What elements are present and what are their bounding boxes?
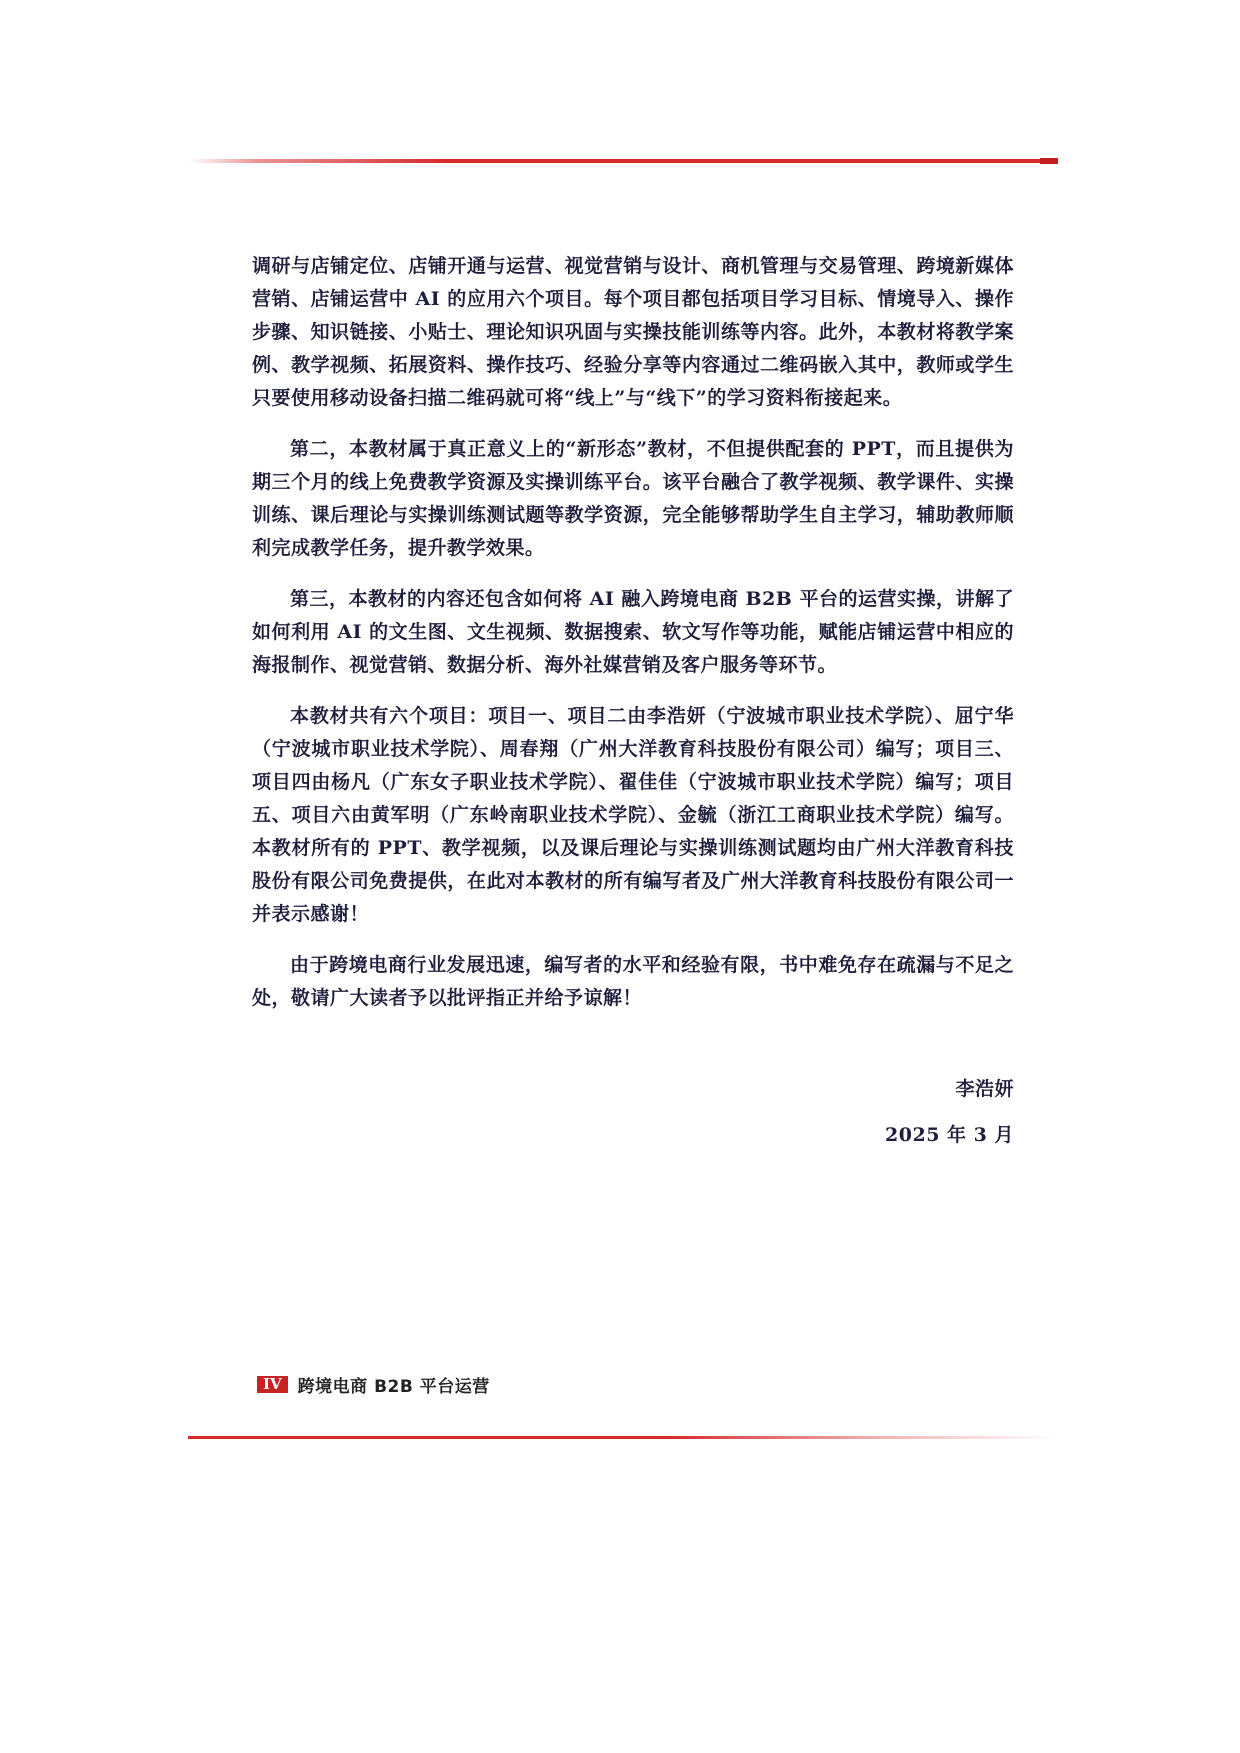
page-body xyxy=(252,250,1014,1033)
page-footer xyxy=(257,1372,490,1397)
paragraph-authors: 本教材共有六个项目：项目一、项目二由李浩妍（宁波城市职业技术学院）、屈宁华（宁波城市职业技术学院）、周春翔（广州大洋教育科技股份有限公司）编写；项目三、项目四由杨凡（广东女子职业技术学院）、翟佳佳（宁波城市职业技术学院）编写；项目五、项目六由黄军明（广东岭南职业技术学院）、金毓（浙江工商职业技术学院）编写。本教材所有的 PPT、教学视频，以及课后理论与实操训练测试题均由广州大洋教育科技股份有限公司免费提供，在此对本教材的所有编写者及广州大洋教育科技股份有限公司一并表示感谢！ xyxy=(252,705,1014,925)
paragraph-continued: 调研与店铺定位、店铺开通与运营、视觉营销与设计、商机管理与交易管理、跨境新媒体营销、店铺运营中 AI 的应用六个项目。每个项目都包括项目学习目标、情境导入、操作步骤、知识链接、小贴士、理论知识巩固与实操技能训练等内容。此外，本教材将教学案例、教学视频、拓展资料、操作技巧、经验分享等内容通过二维码嵌入其中，教师或学生只要使用移动设备扫描二维码就可将“线上”与“线下”的学习资料衔接起来。 xyxy=(252,255,1014,409)
paragraph-closing: 由于跨境电商行业发展迅速，编写者的水平和经验有限，书中难免存在疏漏与不足之处，敬请广大读者予以批评指正并给予谅解！ xyxy=(252,954,1014,1009)
running-book-title: 跨境电商 B2B 平台运营 xyxy=(297,1377,490,1397)
paragraph-second-feature: 第二，本教材属于真正意义上的“新形态”教材，不但提供配套的 PPT，而且提供为期三个月的线上免费教学资源及实操训练平台。该平台融合了教学视频、教学课件、实操训练、课后理论与实操训练测试题等教学资源，完全能够帮助学生自主学习，辅助教师顺利完成教学任务，提升教学效果。 xyxy=(252,438,1014,559)
header-rule xyxy=(188,159,1058,163)
preface-date: 2025 年 3 月 xyxy=(885,1124,1014,1146)
header-rule-cap xyxy=(1040,158,1058,164)
page-number-badge: IV xyxy=(257,1376,288,1393)
paragraph-third-feature: 第三，本教材的内容还包含如何将 AI 融入跨境电商 B2B 平台的运营实操，讲解了如何利用 AI 的文生图、文生视频、数据搜索、软文写作等功能，赋能店铺运营中相应的海报制作、视觉营销、数据分析、海外社媒营销及客户服务等环节。 xyxy=(252,588,1014,676)
author-signature: 李浩妍 xyxy=(955,1078,1014,1100)
footer-rule xyxy=(188,1436,1058,1439)
